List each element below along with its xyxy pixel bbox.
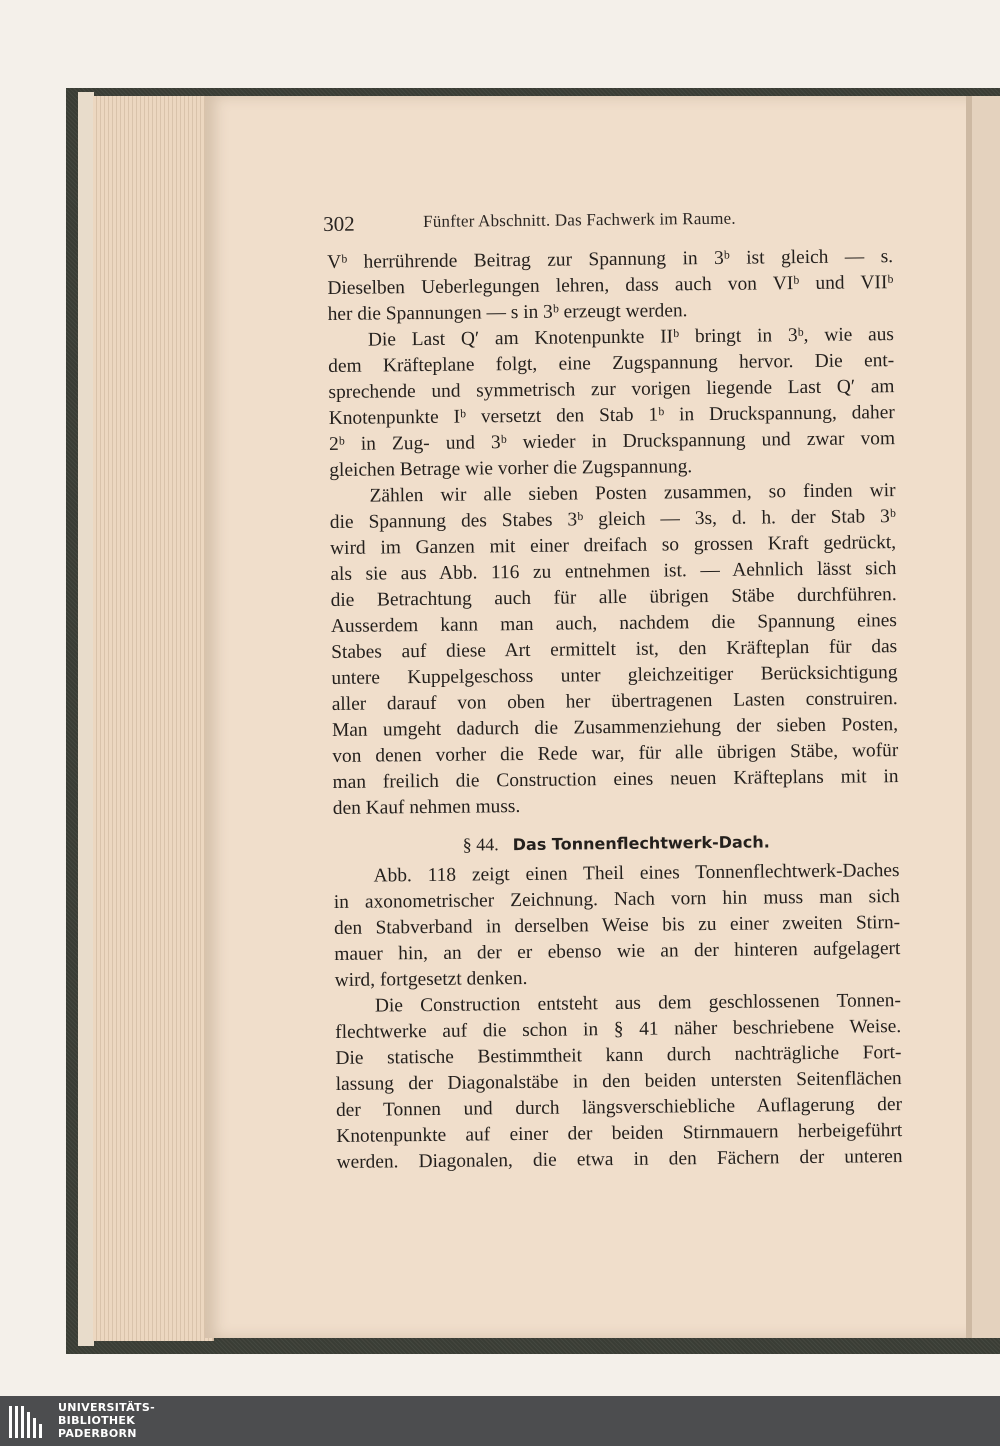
text-line: 2ᵇ in Zug- und 3ᵇ wieder in Druckspannung und zwar vom	[328, 428, 896, 455]
text-line: Abb. 118 zeigt einen Theil eines Tonnenflechtwerk-Daches	[373, 860, 900, 887]
logo-line: BIBLIOTHEK	[58, 1414, 136, 1427]
section-title: Das Tonnenflechtwerk-Dach.	[512, 832, 770, 855]
library-logo-text	[58, 1401, 155, 1440]
text-line: Stabes auf diese Art ermittelt ist, den Kräfteplan für das	[331, 636, 898, 663]
text-line: wird, fortgesetzt denken.	[334, 967, 528, 991]
text-line: als sie aus Abb. 116 zu entnehmen ist. — Aehnlich lässt sich	[330, 558, 897, 585]
text-line: Die Last Q′ am Knotenpunkte IIᵇ bringt in 3ᵇ, wie aus	[367, 324, 895, 351]
text-line: den Stabverband in derselben Weise bis zu einer zweiten Stirn-	[333, 912, 901, 939]
section-heading	[333, 816, 899, 864]
running-head-title: Fünfter Abschnitt. Das Fachwerk im Raume.	[423, 208, 736, 231]
library-footer	[0, 1396, 1000, 1446]
text-line: dem Kräfteplane folgt, eine Zugspannung hervor. Die ent-	[328, 350, 895, 377]
logo-line: UNIVERSITÄTS-	[58, 1401, 155, 1414]
page-number: 302	[323, 211, 355, 236]
library-logo-icon	[7, 1402, 47, 1442]
text-line: lassung der Diagonalstäbe in den beiden untersten Seitenflächen	[335, 1068, 902, 1095]
text-line: gleichen Betrage wie vorher die Zugspannung.	[329, 456, 693, 481]
text-line: flechtwerke auf die schon in § 41 näher beschriebene Weise.	[335, 1016, 902, 1043]
text-line: den Kauf nehmen muss.	[332, 796, 521, 819]
text-line: Knotenpunkte Iᵇ versetzt den Stab 1ᵇ in Druckspannung, daher	[328, 402, 895, 429]
text-line: Die Construction entsteht aus dem geschlossenen Tonnen-	[374, 990, 902, 1017]
cover-inner-edge	[78, 92, 94, 1346]
text-line: Knotenpunkte auf einer der beiden Stirnmauern herbeigeführt	[336, 1120, 903, 1147]
text-line: werden. Diagonalen, die etwa in den Fächern der unteren	[336, 1146, 903, 1173]
page-edges	[93, 96, 214, 1341]
text-line: wird im Ganzen mit einer dreifach so grossen Kraft gedrückt,	[330, 532, 897, 559]
logo-line: PADERBORN	[58, 1427, 137, 1440]
text-line: Dieselben Ueberlegungen lehren, dass auch von VIᵇ und VIIᵇ	[327, 272, 894, 299]
facing-page-edge	[972, 96, 1000, 1338]
text-line: untere Kuppelgeschoss unter gleichzeitiger Berücksichtigung	[331, 662, 898, 689]
text-line: Die statische Bestimmtheit kann durch nachträgliche Fort-	[335, 1042, 902, 1069]
text-line: Zählen wir alle sieben Posten zusammen, so finden wir	[369, 480, 896, 507]
section-number: § 44.	[462, 834, 499, 855]
text-line: aller darauf von oben her übertragenen Lasten construiren.	[331, 688, 898, 715]
text-line: der Tonnen und durch längsverschiebliche Auflagerung der	[335, 1094, 903, 1121]
text-line: her die Spannungen — s in 3ᵇ erzeugt werden.	[327, 300, 688, 325]
text-line: die Betrachtung auch für alle übrigen Stäbe durchführen.	[330, 584, 897, 611]
text-line: mauer hin, an der er ebenso wie an der hinteren aufgelagert	[334, 938, 901, 965]
text-line: Man umgeht dadurch die Zusammenziehung der sieben Posten,	[331, 714, 899, 741]
text-line: von denen vorher die Rede war, für alle übrigen Stäbe, wofür	[332, 740, 899, 767]
text-line: sprechende und symmetrisch zur vorigen liegende Last Q′ am	[328, 376, 895, 403]
body-text	[327, 244, 903, 1176]
text-line: Vᵇ herrührende Beitrag zur Spannung in 3ᵇ ist gleich — s.	[327, 246, 894, 273]
text-line: die Spannung des Stabes 3ᵇ gleich — 3s, d. h. der Stab 3ᵇ	[329, 506, 896, 533]
text-line: man freilich die Construction eines neuen Kräfteplans mit in	[332, 766, 899, 793]
text-line: Ausserdem kann man auch, nachdem die Spannung eines	[330, 610, 898, 637]
text-line: in axonometrischer Zeichnung. Nach vorn hin muss man sich	[333, 886, 900, 913]
